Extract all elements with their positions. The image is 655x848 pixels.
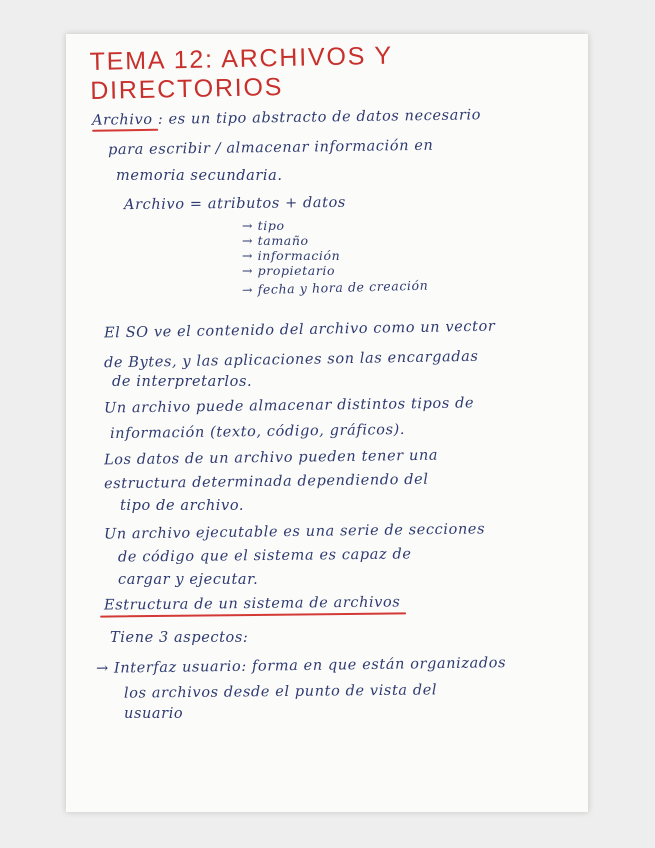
point1-line-2: los archivos desde el punto de vista del [123,682,438,702]
archivo-definition-line-2: para escribir / almacenar información en [107,137,434,159]
archivo-definition-line-3: memoria secundaria. [116,168,283,184]
para4-line-3: cargar y ejecutar. [118,572,259,588]
archivo-term [92,112,158,129]
attribute-tamano: → tamaño [242,233,309,248]
archivo-term-text: Archivo [91,111,153,129]
attribute-propietario: → propietario [242,263,336,278]
para4-line-2: de código que el sistema es capaz de [117,546,412,566]
section2-heading-text: Estructura de un sistema de archivos [103,594,401,614]
page-title: TEMA 12: ARCHIVOS Y DIRECTORIOS [89,41,393,105]
para1-line-3: de interpretarlos. [112,374,253,390]
para2-line-1: Un archivo puede almacenar distintos tipos de [103,395,475,417]
archivo-definition-line-1 [92,107,481,128]
para2-line-2: información (texto, código, gráficos). [109,421,406,443]
point1-line-1: → Interfaz usuario: forma en que están organizados [95,655,507,677]
attribute-informacion: → información [242,248,341,263]
attribute-tipo: → tipo [242,218,285,233]
para3-line-3: tipo de archivo. [120,498,245,514]
para3-line-2: estructura determinada dependiendo del [103,471,429,493]
attribute-fecha-creacion: → fecha y hora de creación [241,277,429,298]
point1-line-3: usuario [124,706,184,722]
section2-heading-wrap [104,594,401,613]
archivo-term-underline [92,128,158,131]
para1-line-1: El SO ve el contenido del archivo como un vector [103,318,496,342]
para1-line-2: de Bytes, y las aplicaciones son las encargadas [103,348,479,372]
section2-intro: Tiene 3 aspectos: [110,630,249,646]
archivo-formula: Archivo = atributos + datos [123,194,347,214]
para4-line-1: Un archivo ejecutable es una serie de secciones [103,521,486,543]
notebook-page [66,34,588,812]
archivo-definition-text: : es un tipo abstracto de datos necesario [157,107,482,128]
para3-line-1: Los datos de un archivo pueden tener una [103,447,439,469]
section2-heading [104,594,401,613]
